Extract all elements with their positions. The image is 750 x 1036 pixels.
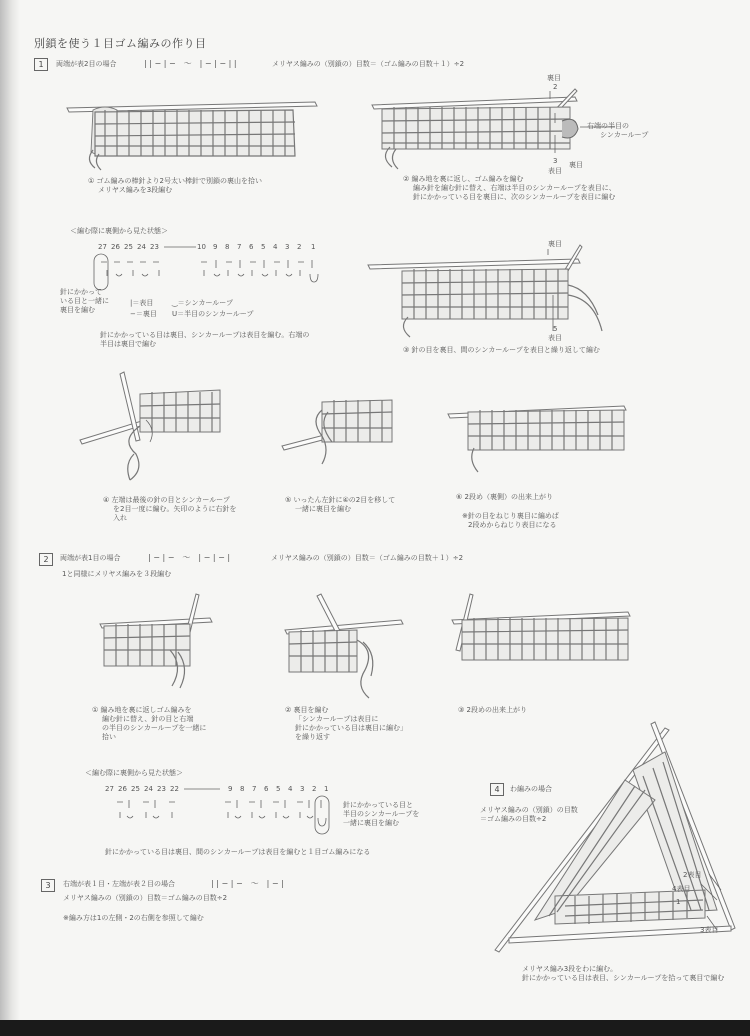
section-2-condition: 両端が表1目の場合 [60, 554, 121, 562]
diag2-num-9: 9 [228, 785, 233, 793]
scan-bottom-edge [0, 1020, 750, 1036]
section-3-number: 3 [41, 879, 55, 892]
section-4-caption-1: メリヤス編み3段をわに編む。 [522, 965, 618, 973]
section-1-diagram-caption: ＜編む際に裏側から見た状態＞ [70, 227, 168, 235]
illustration-round-knitting [495, 720, 745, 955]
section-2-side-note-2: 半目のシンカーループを [343, 810, 420, 818]
section-1-formula: メリヤス編みの（別鎖の）目数＝（ゴム編みの目数＋１）÷2 [272, 60, 465, 68]
section-1-number: 1 [34, 58, 48, 71]
fig2-label-sinker-2: シンカーループ [600, 131, 649, 139]
section-4-formula-1: メリヤス編みの（別鎖）の目数 [480, 806, 578, 814]
section-2-pattern: | − | − 〜 | − | − | [148, 553, 231, 562]
diag2-num-2: 2 [312, 785, 317, 793]
diag2-num-27: 27 [105, 785, 114, 793]
section-2-step2-line2: 「シンカーループは表目に [295, 715, 379, 723]
section-1-step2-line2: 編み針を編む針に替え、右端は半目のシンカーループを表目に、 [413, 184, 616, 192]
needle-note-line2: いる目と一緒に [60, 297, 109, 305]
diag1-num-10: 10 [197, 243, 206, 251]
section-1-step3: ③ 針の目を裏目、間のシンカーループを表目と繰り返して編む [403, 346, 600, 354]
section-1-step4-line3: 入れ [113, 514, 127, 522]
fig2-label-omote: 表目 [548, 167, 562, 175]
fig3-label-omote: 表目 [548, 334, 562, 342]
section-1-note-line1: 針にかかっている目は裏目、シンカーループは表目を編む。右端の [100, 331, 310, 339]
section-4-condition: わ編みの場合 [510, 785, 552, 793]
diag1-num-8: 8 [225, 243, 230, 251]
section-1-step6-note1: ※針の目をねじり裏目に編めば [462, 512, 559, 520]
section-4-caption-2: 針にかかっている目は表目、シンカーループを拾って裏目で編む [522, 974, 725, 982]
illustration-step6 [448, 380, 628, 480]
diag2-num-25: 25 [131, 785, 140, 793]
section-1-step2-line1: ② 編み地を裏に返し、ゴム編みを編む [403, 175, 524, 183]
section-2-side-note-1: 針にかかっている目と [343, 801, 413, 809]
section-1-step1-line2: メリヤス編みを3段編む [98, 186, 173, 194]
fig3-label-5: 5 [553, 325, 558, 333]
fig2-label-ura2: 裏目 [569, 161, 583, 169]
illustration-step1-swatch [65, 90, 325, 170]
section-2-diagram-caption: ＜編む際に裏側から見た状態＞ [85, 769, 183, 777]
section-1-step5-line1: ⑤ いったん左針に④の2目を移して [285, 496, 396, 504]
illustration-sec2-step3 [452, 590, 632, 690]
section-2-step1-line1: ① 編み地を裏に返しゴム編みを [92, 706, 192, 714]
legend-ura: −＝裏目 [130, 310, 157, 318]
section-2-step3: ③ 2段めの出来上がり [458, 706, 527, 714]
section-3-formula: メリヤス編みの（別鎖の）目数＝ゴム編みの目数÷2 [63, 894, 228, 902]
section-2-side-note-3: 一緒に裏目を編む [343, 819, 399, 827]
section-1-pattern: | | − | − 〜 | − | − | | [144, 59, 237, 68]
diag1-num-7: 7 [237, 243, 242, 251]
diag1-num-27: 27 [98, 243, 107, 251]
section-2-step1-line4: 拾い [102, 733, 116, 741]
sec4-label-3: 3表目 [700, 926, 719, 934]
section-1-step5-line2: 一緒に裏目を編む [295, 505, 351, 513]
diag1-num-9: 9 [213, 243, 218, 251]
diag1-num-6: 6 [249, 243, 254, 251]
sec4-label-1: 1 [676, 898, 681, 906]
page-title: 別鎖を使う１目ゴム編みの作り目 [34, 37, 207, 50]
diag1-ellipsis-line [164, 244, 198, 250]
illustration-step4 [80, 370, 240, 490]
illustration-sec2-step1 [100, 590, 215, 690]
section-1-note-line2: 半目は裏目で編む [100, 340, 156, 348]
sec4-label-4: 4表目 [672, 885, 691, 893]
section-1-step4-line1: ④ 左端は最後の針の目とシンカーループ [103, 496, 230, 504]
diag2-num-8: 8 [240, 785, 245, 793]
diag1-num-5: 5 [261, 243, 266, 251]
diag1-num-25: 25 [124, 243, 133, 251]
section-1-step1-line1: ① ゴム編みの棒針より2号太い棒針で別鎖の裏山を拾い [88, 177, 262, 185]
section-2-step2-line3: 針にかかっている目は裏目に編む」 [295, 724, 407, 732]
section-4-formula-2: ＝ゴム編みの目数÷2 [480, 815, 547, 823]
diag2-ellipsis-line [184, 786, 222, 792]
legend-half-sinker: U＝半目のシンカーループ [172, 310, 254, 318]
section-1-step4-line2: を2目一度に編む。矢印のように右針を [113, 505, 237, 513]
diag2-num-23: 23 [157, 785, 166, 793]
section-3-pattern: | | − | − 〜 | − | [211, 879, 284, 888]
diag2-num-26: 26 [118, 785, 127, 793]
diag2-num-4: 4 [288, 785, 293, 793]
section-3-note: ※編み方は1の左側・2の右側を参照して編む [63, 914, 204, 922]
diag1-num-4: 4 [273, 243, 278, 251]
fig2-label-sinker-1: 右端の半目の [587, 122, 629, 130]
section-1-step2-line3: 針にかかっている目を裏目に、次のシンカーループを表目に編む [413, 193, 616, 201]
section-2-step1-line2: 編む針に替え、針の目と右端 [102, 715, 194, 723]
section-2-formula: メリヤス編みの（別鎖の）目数＝（ゴム編みの目数＋１）÷2 [271, 554, 464, 562]
diag2-num-24: 24 [144, 785, 153, 793]
illustration-step3-swatch [368, 245, 623, 340]
fig2-label-3: 3 [553, 157, 558, 165]
illustration-step5 [282, 380, 402, 480]
fig2-label-2: 2 [553, 83, 558, 91]
needle-note-line3: 裏目を編む [60, 306, 95, 314]
diag1-num-23: 23 [150, 243, 159, 251]
section-2-subtitle: 1と同様にメリヤス編みを３段編む [62, 570, 172, 578]
diag1-num-26: 26 [111, 243, 120, 251]
diag1-num-24: 24 [137, 243, 146, 251]
section-3-condition: 右端が表１目・左端が表２目の場合 [63, 880, 175, 888]
book-spine-shadow [0, 0, 20, 1020]
sec4-label-2: 2表目 [683, 871, 702, 879]
legend-sinker: ‿＝シンカーループ [172, 299, 233, 307]
section-2-step2-line1: ② 裏目を編む [285, 706, 329, 714]
section-1-condition: 両端が表2目の場合 [56, 60, 117, 68]
section-2-step1-line3: の半目のシンカーループを一緒に [102, 724, 207, 732]
diag1-num-1: 1 [311, 243, 316, 251]
diag2-num-7: 7 [252, 785, 257, 793]
section-2-number: 2 [39, 553, 53, 566]
fig2-label-ura: 裏目 [547, 74, 561, 82]
needle-note-line1: 針にかかって [60, 288, 102, 296]
diag2-num-22: 22 [170, 785, 179, 793]
illustration-sec2-step2 [285, 590, 405, 700]
legend-omote: |＝表目 [130, 299, 154, 307]
fig3-label-ura: 裏目 [548, 240, 562, 248]
diag2-num-5: 5 [276, 785, 281, 793]
diag2-num-6: 6 [264, 785, 269, 793]
diag2-stitch-symbols [115, 794, 345, 838]
diag2-num-3: 3 [300, 785, 305, 793]
diag1-stitch-symbols [92, 252, 327, 294]
section-4-number: 4 [490, 783, 504, 796]
section-1-step6: ⑥ 2段め（裏側）の出来上がり [456, 493, 553, 501]
diag1-num-3: 3 [285, 243, 290, 251]
section-2-step2-line4: を繰り返す [295, 733, 330, 741]
section-2-note: 針にかかっている目は裏目、間のシンカーループは表目を編むと１目ゴム編みになる [105, 848, 371, 856]
diag1-num-2: 2 [297, 243, 302, 251]
section-1-step6-note2: 2段めからねじり表目になる [468, 521, 557, 529]
diag2-num-1: 1 [324, 785, 329, 793]
